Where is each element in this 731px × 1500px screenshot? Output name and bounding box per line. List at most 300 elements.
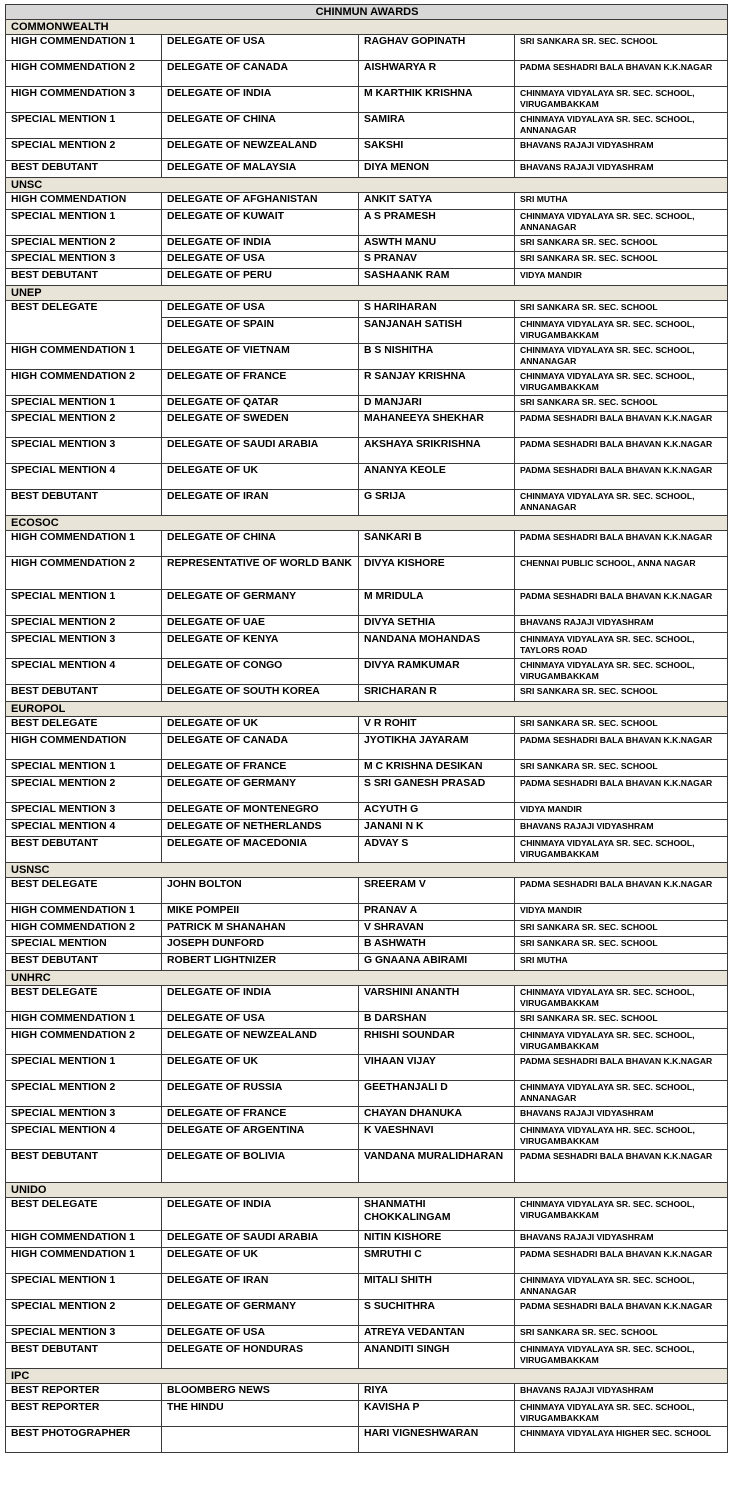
student-name-cell: VANDANA MURALIDHARAN [359,1150,515,1183]
delegation-cell: ROBERT LIGHTNIZER [162,954,359,971]
school-cell: SRI SANKARA SR. SEC. SCHOOL [515,1012,728,1029]
award-cell: SPECIAL MENTION 2 [6,1081,162,1107]
delegation-cell: DELEGATE OF KUWAIT [162,210,359,236]
award-cell: SPECIAL MENTION 2 [6,412,162,438]
award-cell: BEST REPORTER [6,1384,162,1401]
delegation-cell [162,1427,359,1453]
delegation-cell: DELEGATE OF USA [162,1012,359,1029]
delegation-cell: DELEGATE OF NETHERLANDS [162,820,359,837]
student-name-cell: GEETHANJALI D [359,1081,515,1107]
table-row [6,139,728,161]
delegation-cell: MIKE POMPEII [162,904,359,921]
delegation-cell: DELEGATE OF UAE [162,616,359,633]
committee-header [6,20,728,35]
student-name-cell: A S PRAMESH [359,210,515,236]
table-row [6,659,728,685]
student-name-cell: NITIN KISHORE [359,1231,515,1248]
award-cell: BEST REPORTER [6,1401,162,1427]
student-name-cell: DIVYA RAMKUMAR [359,659,515,685]
school-cell: BHAVANS RAJAJI VIDYASHRAM [515,161,728,178]
table-row [6,161,728,178]
school-cell: PADMA SESHADRI BALA BHAVAN K.K.NAGAR [515,61,728,87]
table-row [6,954,728,971]
committee-header [6,178,728,193]
student-name-cell: S SUCHITHRA [359,1300,515,1326]
award-cell: SPECIAL MENTION 1 [6,590,162,616]
student-name-cell: RAGHAV GOPINATH [359,35,515,61]
school-cell: PADMA SESHADRI BALA BHAVAN K.K.NAGAR [515,878,728,904]
table-row [6,904,728,921]
delegation-cell: DELEGATE OF CONGO [162,659,359,685]
award-cell: SPECIAL MENTION 2 [6,139,162,161]
table-row [6,1248,728,1274]
student-name-cell: M KARTHIK KRISHNA [359,87,515,113]
student-name-cell: M C KRISHNA DESIKAN [359,760,515,777]
school-cell: CHINMAYA VIDYALAYA HR. SEC. SCHOOL, VIRUGAMBAKKAM [515,1124,728,1150]
delegation-cell: DELEGATE OF INDIA [162,986,359,1012]
school-cell: VIDYA MANDIR [515,803,728,820]
committee-name: UNHRC [6,971,728,986]
school-cell: SRI SANKARA SR. SEC. SCHOOL [515,301,728,318]
school-cell: PADMA SESHADRI BALA BHAVAN K.K.NAGAR [515,1300,728,1326]
delegation-cell: DELEGATE OF SPAIN [162,318,359,344]
table-row [6,344,728,370]
table-row [6,87,728,113]
school-cell: PADMA SESHADRI BALA BHAVAN K.K.NAGAR [515,1248,728,1274]
school-cell: CHINMAYA VIDYALAYA SR. SEC. SCHOOL, ANNANAGAR [515,1081,728,1107]
table-row [6,1029,728,1055]
school-cell: VIDYA MANDIR [515,904,728,921]
delegation-cell: DELEGATE OF AFGHANISTAN [162,193,359,210]
delegation-cell: DELEGATE OF CANADA [162,734,359,760]
delegation-cell: DELEGATE OF FRANCE [162,370,359,396]
student-name-cell: SMRUTHI C [359,1248,515,1274]
table-row [6,1326,728,1343]
school-cell: SRI SANKARA SR. SEC. SCHOOL [515,717,728,734]
school-cell: CHINMAYA VIDYALAYA SR. SEC. SCHOOL, ANNANAGAR [515,210,728,236]
delegation-cell: DELEGATE OF NEWZEALAND [162,139,359,161]
student-name-cell: MAHANEEYA SHEKHAR [359,412,515,438]
student-name-cell: SAMIRA [359,113,515,139]
student-name-cell: G GNAANA ABIRAMI [359,954,515,971]
award-cell: HIGH COMMENDATION 3 [6,87,162,113]
table-row [6,1012,728,1029]
delegation-cell: DELEGATE OF QATAR [162,396,359,412]
award-cell: BEST DEBUTANT [6,1343,162,1369]
student-name-cell: B DARSHAN [359,1012,515,1029]
student-name-cell: S HARIHARAN [359,301,515,318]
award-cell: SPECIAL MENTION 4 [6,820,162,837]
award-cell: HIGH COMMENDATION 1 [6,344,162,370]
award-cell: SPECIAL MENTION 3 [6,438,162,464]
delegation-cell: DELEGATE OF FRANCE [162,760,359,777]
award-cell: BEST DEBUTANT [6,837,162,863]
school-cell: CHINMAYA VIDYALAYA SR. SEC. SCHOOL, TAYLORS ROAD [515,633,728,659]
award-cell: HIGH COMMENDATION 1 [6,1248,162,1274]
student-name-cell: ASWTH MANU [359,236,515,252]
table-row [6,760,728,777]
student-name-cell: V SHRAVAN [359,921,515,937]
table-row [6,1231,728,1248]
school-cell: BHAVANS RAJAJI VIDYASHRAM [515,1231,728,1248]
student-name-cell: ATREYA VEDANTAN [359,1326,515,1343]
award-cell: HIGH COMMENDATION [6,193,162,210]
delegation-cell: DELEGATE OF KENYA [162,633,359,659]
delegation-cell: DELEGATE OF INDIA [162,1198,359,1231]
student-name-cell: RHISHI SOUNDAR [359,1029,515,1055]
delegation-cell: JOSEPH DUNFORD [162,937,359,954]
school-cell: PADMA SESHADRI BALA BHAVAN K.K.NAGAR [515,734,728,760]
award-cell: BEST PHOTOGRAPHER [6,1427,162,1453]
delegation-cell: DELEGATE OF NEWZEALAND [162,1029,359,1055]
school-cell: BHAVANS RAJAJI VIDYASHRAM [515,139,728,161]
table-row [6,1107,728,1124]
delegation-cell: DELEGATE OF MACEDONIA [162,837,359,863]
student-name-cell: S SRI GANESH PRASAD [359,777,515,803]
student-name-cell: SRICHARAN R [359,685,515,702]
delegation-cell: DELEGATE OF GERMANY [162,777,359,803]
title-row [6,5,728,20]
school-cell: BHAVANS RAJAJI VIDYASHRAM [515,820,728,837]
award-cell: SPECIAL MENTION 1 [6,113,162,139]
table-row [6,464,728,490]
award-cell: SPECIAL MENTION 1 [6,760,162,777]
table-row [6,490,728,516]
student-name-cell: VARSHINI ANANTH [359,986,515,1012]
student-name-cell: DIVYA SETHIA [359,616,515,633]
table-row [6,193,728,210]
delegation-cell: JOHN BOLTON [162,878,359,904]
school-cell: PADMA SESHADRI BALA BHAVAN K.K.NAGAR [515,590,728,616]
delegation-cell: BLOOMBERG NEWS [162,1384,359,1401]
delegation-cell: DELEGATE OF FRANCE [162,1107,359,1124]
award-cell: BEST DELEGATE [6,301,162,344]
delegation-cell: DELEGATE OF INDIA [162,87,359,113]
delegation-cell: DELEGATE OF SWEDEN [162,412,359,438]
award-cell: BEST DELEGATE [6,986,162,1012]
award-cell: HIGH COMMENDATION 1 [6,1012,162,1029]
school-cell: CHINMAYA VIDYALAYA SR. SEC. SCHOOL, VIRUGAMBAKKAM [515,87,728,113]
table-row [6,531,728,557]
school-cell: SRI MUTHA [515,954,728,971]
school-cell: BHAVANS RAJAJI VIDYASHRAM [515,616,728,633]
student-name-cell: B S NISHITHA [359,344,515,370]
table-row [6,438,728,464]
student-name-cell: SREERAM V [359,878,515,904]
delegation-cell: DELEGATE OF UK [162,1055,359,1081]
delegation-cell: DELEGATE OF MALAYSIA [162,161,359,178]
school-cell: CHINMAYA VIDYALAYA HIGHER SEC. SCHOOL [515,1427,728,1453]
student-name-cell: ANANDITI SINGH [359,1343,515,1369]
table-row [6,633,728,659]
delegation-cell: DELEGATE OF VIETNAM [162,344,359,370]
award-cell: HIGH COMMENDATION 2 [6,61,162,87]
committee-name: UNEP [6,286,728,301]
school-cell: CHINMAYA VIDYALAYA SR. SEC. SCHOOL, VIRUGAMBAKKAM [515,1029,728,1055]
student-name-cell: AKSHAYA SRIKRISHNA [359,438,515,464]
student-name-cell: NANDANA MOHANDAS [359,633,515,659]
student-name-cell: MITALI SHITH [359,1274,515,1300]
awards-table [5,4,728,1453]
school-cell: PADMA SESHADRI BALA BHAVAN K.K.NAGAR [515,531,728,557]
award-cell: BEST DEBUTANT [6,269,162,286]
award-cell: BEST DELEGATE [6,717,162,734]
table-row [6,837,728,863]
delegation-cell: DELEGATE OF INDIA [162,236,359,252]
award-cell: HIGH COMMENDATION 2 [6,557,162,590]
student-name-cell: DIVYA KISHORE [359,557,515,590]
student-name-cell: JANANI N K [359,820,515,837]
committee-header [6,286,728,301]
committee-header [6,516,728,531]
student-name-cell: V R ROHIT [359,717,515,734]
committee-name: ECOSOC [6,516,728,531]
delegation-cell: DELEGATE OF CANADA [162,61,359,87]
student-name-cell: VIHAAN VIJAY [359,1055,515,1081]
award-cell: BEST DEBUTANT [6,685,162,702]
award-cell: SPECIAL MENTION 3 [6,252,162,269]
student-name-cell: AISHWARYA R [359,61,515,87]
school-cell: SRI SANKARA SR. SEC. SCHOOL [515,921,728,937]
delegation-cell: DELEGATE OF SOUTH KOREA [162,685,359,702]
student-name-cell: ANANYA KEOLE [359,464,515,490]
student-name-cell: D MANJARI [359,396,515,412]
table-row [6,236,728,252]
school-cell: VIDYA MANDIR [515,269,728,286]
student-name-cell: KAVISHA P [359,1401,515,1427]
student-name-cell: ADVAY S [359,837,515,863]
committee-header [6,1183,728,1198]
school-cell: CHINMAYA VIDYALAYA SR. SEC. SCHOOL, VIRUGAMBAKKAM [515,986,728,1012]
delegation-cell: REPRESENTATIVE OF WORLD BANK [162,557,359,590]
table-row [6,252,728,269]
award-cell: SPECIAL MENTION 4 [6,1124,162,1150]
table-row [6,937,728,954]
school-cell: CHINMAYA VIDYALAYA SR. SEC. SCHOOL, VIRUGAMBAKKAM [515,370,728,396]
student-name-cell: S PRANAV [359,252,515,269]
delegation-cell: DELEGATE OF UK [162,1248,359,1274]
school-cell: SRI SANKARA SR. SEC. SCHOOL [515,1326,728,1343]
student-name-cell: RIYA [359,1384,515,1401]
award-cell: HIGH COMMENDATION [6,734,162,760]
school-cell: CHINMAYA VIDYALAYA SR. SEC. SCHOOL, VIRUGAMBAKKAM [515,837,728,863]
student-name-cell: R SANJAY KRISHNA [359,370,515,396]
school-cell: SRI SANKARA SR. SEC. SCHOOL [515,685,728,702]
school-cell: BHAVANS RAJAJI VIDYASHRAM [515,1384,728,1401]
committee-name: IPC [6,1369,728,1384]
delegation-cell: DELEGATE OF RUSSIA [162,1081,359,1107]
table-row [6,1300,728,1326]
table-row [6,61,728,87]
student-name-cell: SAKSHI [359,139,515,161]
committee-name: COMMONWEALTH [6,20,728,35]
award-cell: SPECIAL MENTION 4 [6,464,162,490]
table-row [6,370,728,396]
table-row [6,717,728,734]
school-cell: CHINMAYA VIDYALAYA SR. SEC. SCHOOL, ANNANAGAR [515,490,728,516]
school-cell: SRI SANKARA SR. SEC. SCHOOL [515,252,728,269]
school-cell: PADMA SESHADRI BALA BHAVAN K.K.NAGAR [515,464,728,490]
table-row [6,557,728,590]
delegation-cell: DELEGATE OF USA [162,1326,359,1343]
award-cell: SPECIAL MENTION 3 [6,1326,162,1343]
table-row [6,820,728,837]
delegation-cell: DELEGATE OF SAUDI ARABIA [162,438,359,464]
delegation-cell: DELEGATE OF USA [162,301,359,318]
school-cell: SRI MUTHA [515,193,728,210]
delegation-cell: DELEGATE OF IRAN [162,490,359,516]
student-name-cell: SASHAANK RAM [359,269,515,286]
school-cell: SRI SANKARA SR. SEC. SCHOOL [515,236,728,252]
table-row [6,210,728,236]
award-cell: HIGH COMMENDATION 1 [6,531,162,557]
delegation-cell: DELEGATE OF MONTENEGRO [162,803,359,820]
school-cell: CHINMAYA VIDYALAYA SR. SEC. SCHOOL, ANNANAGAR [515,1274,728,1300]
table-row [6,269,728,286]
committee-name: EUROPOL [6,702,728,717]
student-name-cell: K VAESHNAVI [359,1124,515,1150]
delegation-cell: DELEGATE OF GERMANY [162,1300,359,1326]
table-row [6,1274,728,1300]
committee-name: USNSC [6,863,728,878]
school-cell: CHINMAYA VIDYALAYA SR. SEC. SCHOOL, VIRUGAMBAKKAM [515,1198,728,1231]
award-cell: BEST DELEGATE [6,878,162,904]
student-name-cell: M MRIDULA [359,590,515,616]
table-row [6,1124,728,1150]
delegation-cell: THE HINDU [162,1401,359,1427]
school-cell: CHINMAYA VIDYALAYA SR. SEC. SCHOOL, VIRUGAMBAKKAM [515,1401,728,1427]
student-name-cell: DIYA MENON [359,161,515,178]
award-cell: SPECIAL MENTION 1 [6,1055,162,1081]
school-cell: BHAVANS RAJAJI VIDYASHRAM [515,1107,728,1124]
school-cell: PADMA SESHADRI BALA BHAVAN K.K.NAGAR [515,777,728,803]
student-name-cell: SHANMATHI CHOKKALINGAM [359,1198,515,1231]
delegation-cell: PATRICK M SHANAHAN [162,921,359,937]
school-cell: PADMA SESHADRI BALA BHAVAN K.K.NAGAR [515,438,728,464]
school-cell: CHINMAYA VIDYALAYA SR. SEC. SCHOOL, VIRUGAMBAKKAM [515,659,728,685]
delegation-cell: DELEGATE OF HONDURAS [162,1343,359,1369]
delegation-cell: DELEGATE OF USA [162,252,359,269]
delegation-cell: DELEGATE OF PERU [162,269,359,286]
student-name-cell: HARI VIGNESHWARAN [359,1427,515,1453]
award-cell: HIGH COMMENDATION 2 [6,921,162,937]
table-row [6,878,728,904]
school-cell: SRI SANKARA SR. SEC. SCHOOL [515,35,728,61]
table-row [6,396,728,412]
committee-name: UNIDO [6,1183,728,1198]
student-name-cell: SANKARI B [359,531,515,557]
table-row [6,1198,728,1231]
student-name-cell: JYOTIKHA JAYARAM [359,734,515,760]
delegation-cell: DELEGATE OF BOLIVIA [162,1150,359,1183]
table-row [6,1055,728,1081]
award-cell: BEST DEBUTANT [6,1150,162,1183]
award-cell: HIGH COMMENDATION 1 [6,904,162,921]
school-cell: SRI SANKARA SR. SEC. SCHOOL [515,937,728,954]
table-row [6,1427,728,1453]
award-cell: BEST DEBUTANT [6,954,162,971]
school-cell: PADMA SESHADRI BALA BHAVAN K.K.NAGAR [515,1055,728,1081]
delegation-cell: DELEGATE OF UK [162,717,359,734]
award-cell: SPECIAL MENTION 4 [6,659,162,685]
student-name-cell: SANJANAH SATISH [359,318,515,344]
award-cell: SPECIAL MENTION 3 [6,803,162,820]
committee-header [6,971,728,986]
committee-header [6,863,728,878]
table-row [6,1384,728,1401]
table-row [6,1081,728,1107]
table-row [6,1343,728,1369]
award-cell: SPECIAL MENTION 1 [6,210,162,236]
student-name-cell: ANKIT SATYA [359,193,515,210]
award-cell: SPECIAL MENTION 3 [6,1107,162,1124]
table-row [6,1150,728,1183]
award-cell: SPECIAL MENTION 3 [6,633,162,659]
delegation-cell: DELEGATE OF ARGENTINA [162,1124,359,1150]
table-row [6,685,728,702]
student-name-cell: CHAYAN DHANUKA [359,1107,515,1124]
table-row [6,113,728,139]
table-row [6,734,728,760]
delegation-cell: DELEGATE OF USA [162,35,359,61]
delegation-cell: DELEGATE OF SAUDI ARABIA [162,1231,359,1248]
award-cell: HIGH COMMENDATION 1 [6,35,162,61]
delegation-cell: DELEGATE OF UK [162,464,359,490]
school-cell: CHINMAYA VIDYALAYA SR. SEC. SCHOOL, ANNANAGAR [515,344,728,370]
school-cell: CHINMAYA VIDYALAYA SR. SEC. SCHOOL, VIRUGAMBAKKAM [515,318,728,344]
award-cell: SPECIAL MENTION 2 [6,1300,162,1326]
award-cell: SPECIAL MENTION 1 [6,396,162,412]
delegation-cell: DELEGATE OF CHINA [162,113,359,139]
school-cell: CHENNAI PUBLIC SCHOOL, ANNA NAGAR [515,557,728,590]
school-cell: PADMA SESHADRI BALA BHAVAN K.K.NAGAR [515,1150,728,1183]
award-cell: HIGH COMMENDATION 2 [6,1029,162,1055]
committee-header [6,1369,728,1384]
award-cell: SPECIAL MENTION 2 [6,236,162,252]
award-cell: BEST DEBUTANT [6,490,162,516]
award-cell: SPECIAL MENTION 1 [6,1274,162,1300]
school-cell: SRI SANKARA SR. SEC. SCHOOL [515,760,728,777]
table-row [6,921,728,937]
student-name-cell: PRANAV A [359,904,515,921]
table-row [6,986,728,1012]
award-cell: SPECIAL MENTION 2 [6,616,162,633]
student-name-cell: ACYUTH G [359,803,515,820]
committee-name: UNSC [6,178,728,193]
award-cell: SPECIAL MENTION [6,937,162,954]
school-cell: SRI SANKARA SR. SEC. SCHOOL [515,396,728,412]
table-row [6,590,728,616]
table-row [6,35,728,61]
table-row [6,777,728,803]
table-row [6,301,728,318]
award-cell: SPECIAL MENTION 2 [6,777,162,803]
delegation-cell: DELEGATE OF GERMANY [162,590,359,616]
school-cell: CHINMAYA VIDYALAYA SR. SEC. SCHOOL, VIRUGAMBAKKAM [515,1343,728,1369]
school-cell: CHINMAYA VIDYALAYA SR. SEC. SCHOOL, ANNANAGAR [515,113,728,139]
table-row [6,412,728,438]
table-row [6,616,728,633]
student-name-cell: G SRIJA [359,490,515,516]
student-name-cell: B ASHWATH [359,937,515,954]
delegation-cell: DELEGATE OF IRAN [162,1274,359,1300]
award-cell: HIGH COMMENDATION 1 [6,1231,162,1248]
school-cell: PADMA SESHADRI BALA BHAVAN K.K.NAGAR [515,412,728,438]
committee-header [6,702,728,717]
table-title: CHINMUN AWARDS [6,5,728,20]
table-row [6,803,728,820]
award-cell: HIGH COMMENDATION 2 [6,370,162,396]
